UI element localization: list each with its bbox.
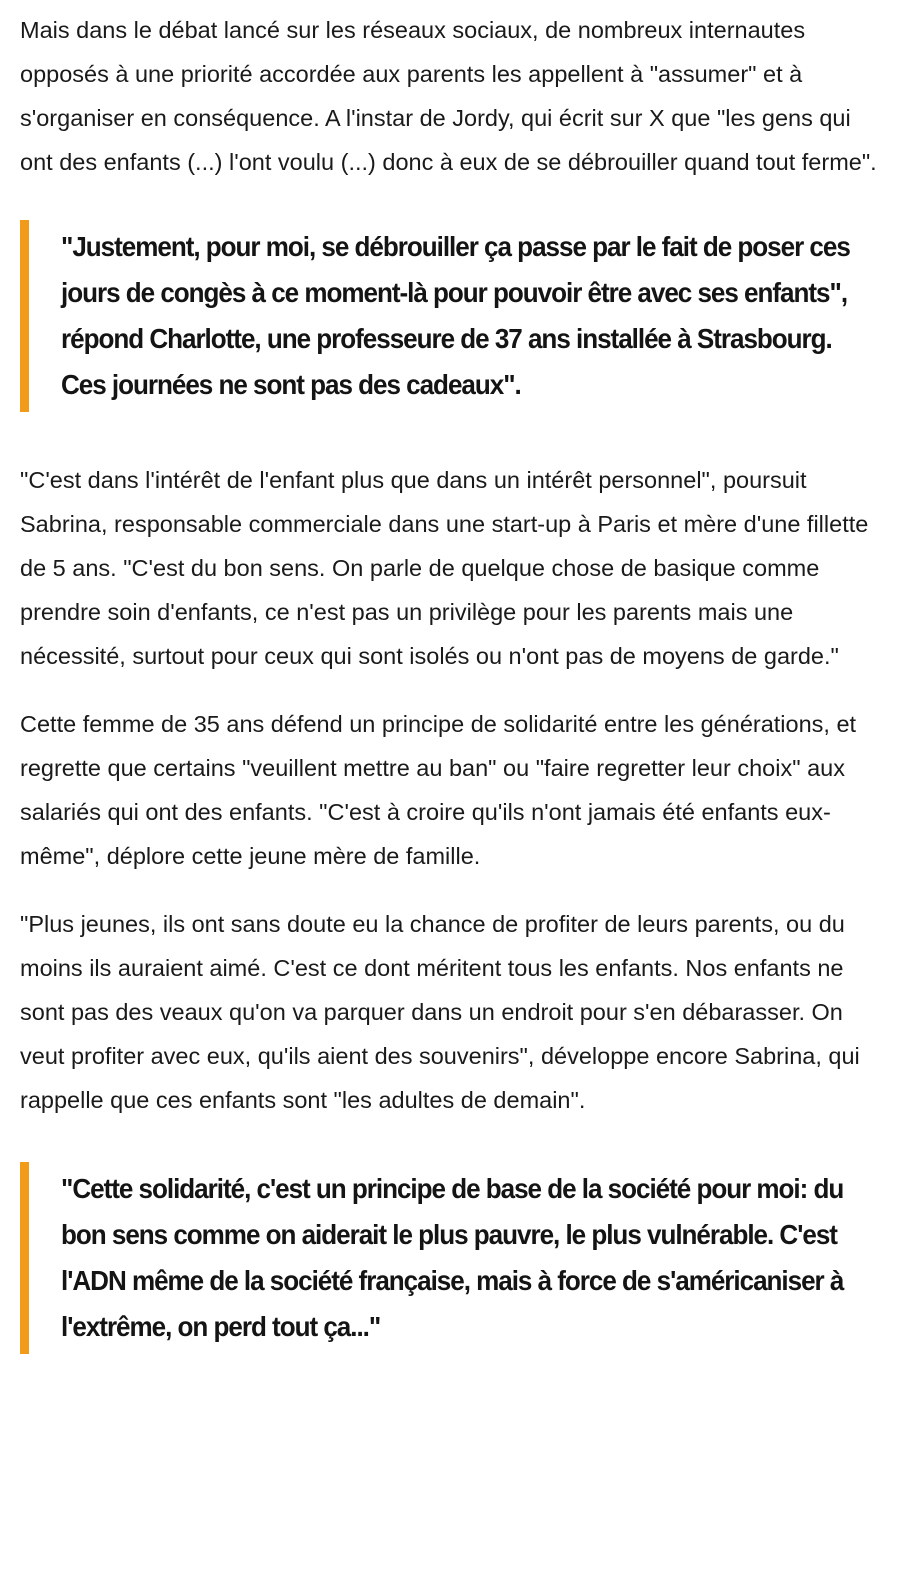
- pull-quote: [20, 1162, 882, 1354]
- article-paragraph: Mais dans le débat lancé sur les réseaux sociaux, de nombreux internautes opposés à une priorité accordée aux parents les appellent à "assumer" et à s'organiser en conséquence. A l'instar de Jordy, qui écrit sur X que "les gens qui ont des enfants (...) l'ont voulu (...) donc à eux de se débrouiller quand tout ferme".: [20, 17, 877, 175]
- article-paragraph: "C'est dans l'intérêt de l'enfant plus que dans un intérêt personnel", poursuit Sabrina, responsable commerciale dans une start-up à Paris et mère d'une fillette de 5 ans. "C'est du bon sens. On parle de quelque chose de basique comme prendre soin d'enfants, ce n'est pas un privilège pour les parents mais une nécessité, surtout pour ceux qui sont isolés ou n'ont pas de moyens de garde.": [20, 467, 869, 669]
- article-body: [20, 8, 882, 1354]
- pull-quote: [20, 220, 882, 412]
- pull-quote-text: "Cette solidarité, c'est un principe de base de la société pour moi: du bon sens comme on aiderait le plus pauvre, le plus vulnérable. C'est l'ADN même de la société française, mais à force de s'américaniser à l'extrême, on perd tout ça...": [61, 1173, 844, 1342]
- article-paragraph: Cette femme de 35 ans défend un principe de solidarité entre les générations, et regrette que certains "veuillent mettre au ban" ou "faire regretter leur choix" aux salariés qui ont des enfants. "C'est à croire qu'ils n'ont jamais été enfants eux-même", déplore cette jeune mère de famille.: [20, 711, 857, 869]
- article-paragraph: "Plus jeunes, ils ont sans doute eu la chance de profiter de leurs parents, ou du moins ils auraient aimé. C'est ce dont méritent tous les enfants. Nos enfants ne sont pas des veaux qu'on va parquer dans un endroit pour s'en débarasser. On veut profiter avec eux, qu'ils aient des souvenirs", développe encore Sabrina, qui rappelle que ces enfants sont "les adultes de demain".: [20, 911, 860, 1113]
- pull-quote-text: "Justement, pour moi, se débrouiller ça passe par le fait de poser ces jours de congès à ce moment-là pour pouvoir être avec ses enfants", répond Charlotte, une professeure de 37 ans installée à Strasbourg. Ces journées ne sont pas des cadeaux".: [61, 231, 850, 400]
